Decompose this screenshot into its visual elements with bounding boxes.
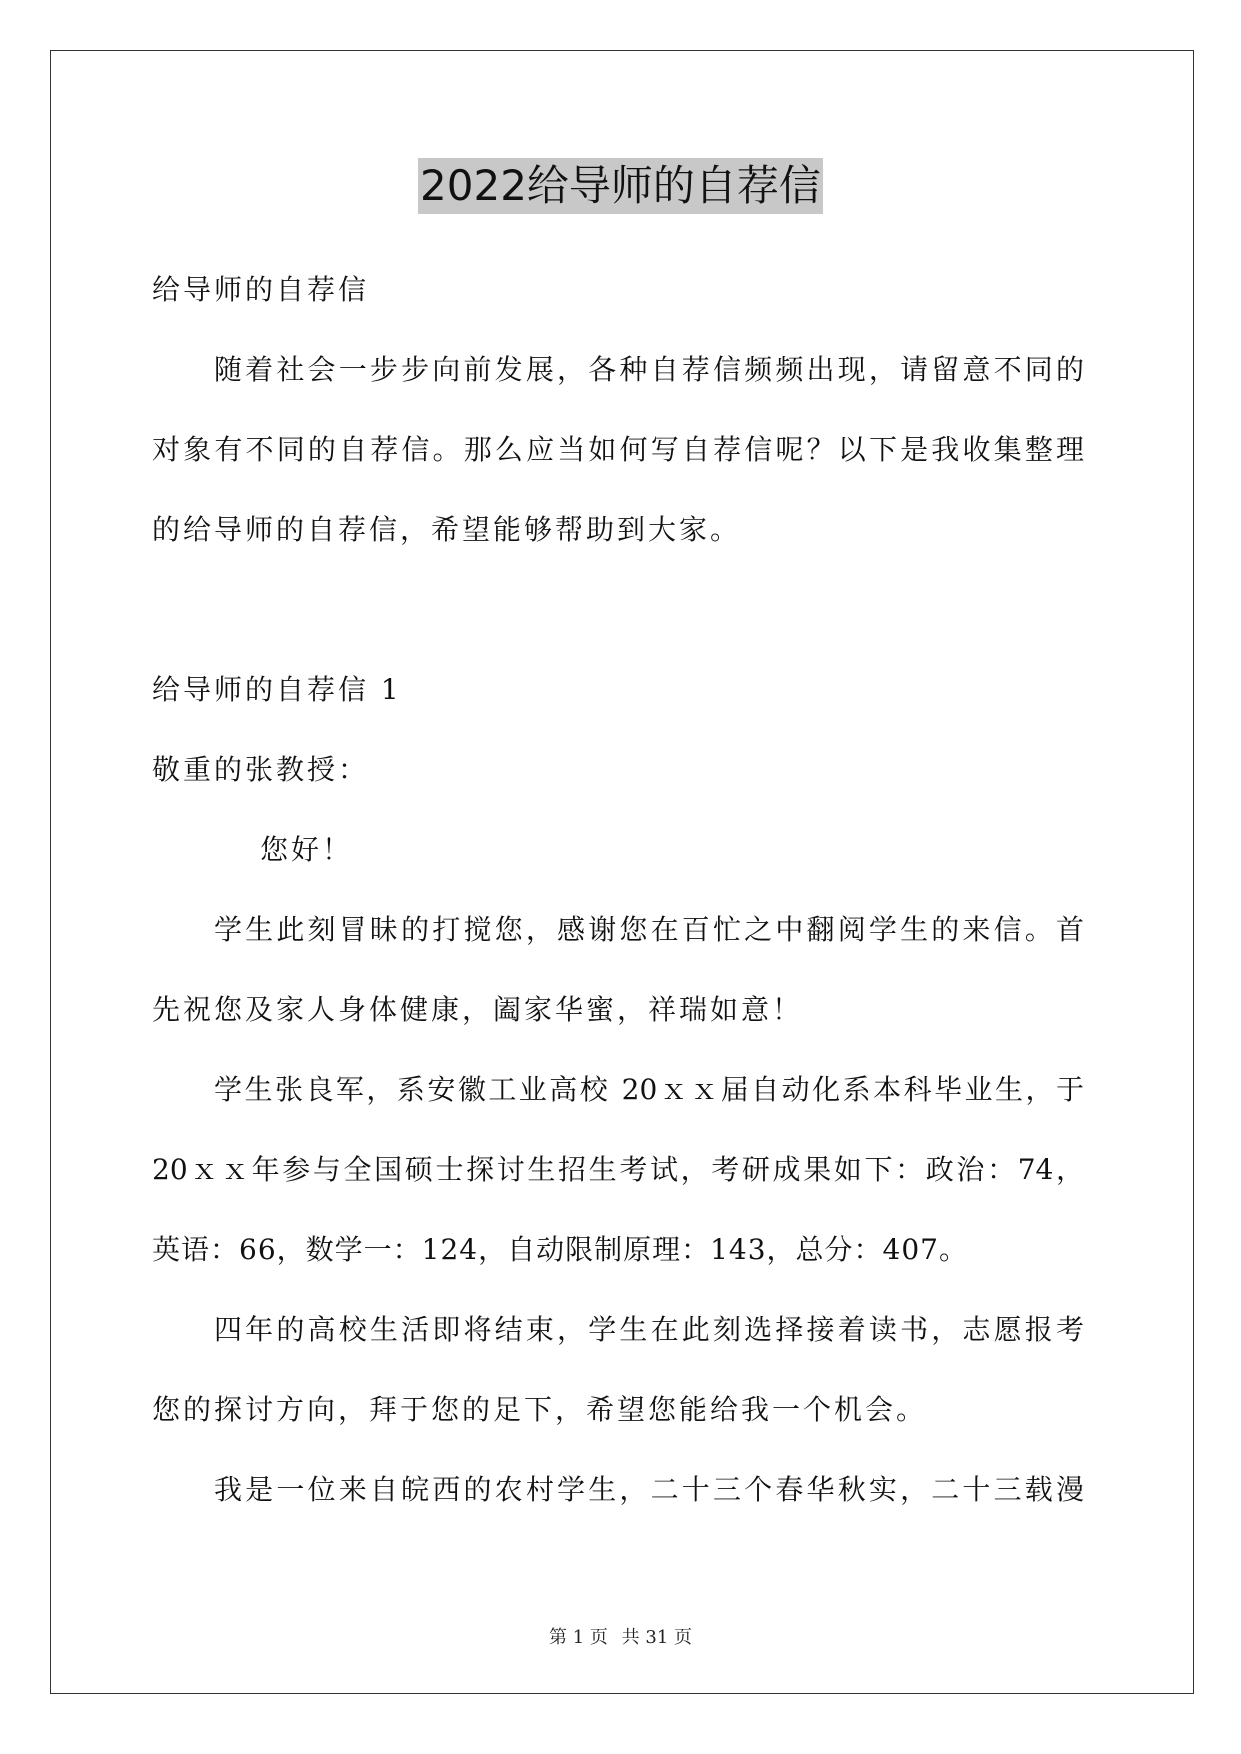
document-title: 2022给导师的自荐信 — [418, 158, 823, 214]
paragraph-line: 对象有不同的自荐信。那么应当如何写自荐信呢？以下是我收集整理 — [152, 433, 1084, 466]
paragraph-line: 学生此刻冒昧的打搅您，感谢您在百忙之中翻阅学生的来信。首 — [214, 913, 1084, 946]
paragraph-line: 英语：66，数学一：124，自动限制原理：143，总分：407。 — [152, 1233, 968, 1266]
paragraph-line: 20ｘｘ年参与全国硕士探讨生招生考试，考研成果如下：政治：74， — [152, 1153, 1084, 1186]
subtitle-line: 给导师的自荐信 — [152, 273, 370, 306]
title-wrap — [0, 158, 1241, 214]
paragraph-line: 随着社会一步步向前发展，各种自荐信频频出现，请留意不同的 — [214, 353, 1084, 386]
paragraph-line: 四年的高校生活即将结束，学生在此刻选择接着读书，志愿报考 — [214, 1313, 1084, 1346]
paragraph-line: 的给导师的自荐信，希望能够帮助到大家。 — [152, 513, 742, 546]
paragraph-line: 学生张良军，系安徽工业高校 20ｘｘ届自动化系本科毕业生，于 — [214, 1073, 1084, 1106]
paragraph-line: 先祝您及家人身体健康，阖家华蜜，祥瑞如意！ — [152, 993, 804, 1026]
section-heading: 给导师的自荐信 1 — [152, 673, 402, 706]
paragraph-line: 您的探讨方向，拜于您的足下，希望您能给我一个机会。 — [152, 1393, 928, 1426]
page-footer — [0, 1626, 1241, 1650]
page-total: 共 31 页 — [621, 1627, 692, 1648]
paragraph-line: 我是一位来自皖西的农村学生，二十三个春华秋实，二十三载漫 — [214, 1473, 1084, 1506]
page-number: 第 1 页 — [549, 1627, 608, 1648]
greeting-line: 您好！ — [260, 833, 354, 866]
salutation-line: 敬重的张教授： — [152, 753, 370, 786]
